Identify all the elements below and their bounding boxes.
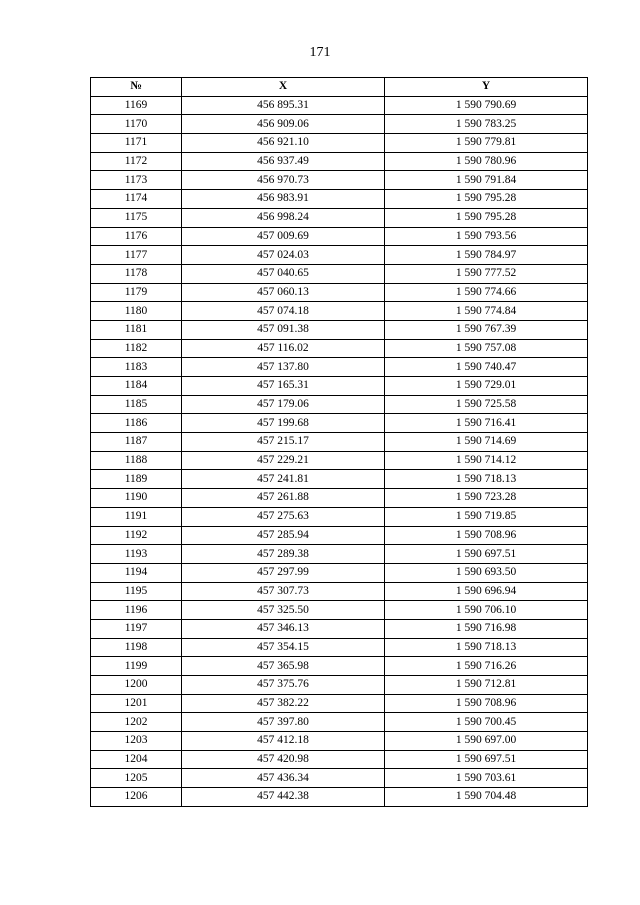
y-coordinate: 1 590 703.61 [385, 769, 588, 788]
row-number: 1206 [91, 788, 182, 807]
table-row [91, 582, 588, 601]
table-row [91, 563, 588, 582]
y-coordinate: 1 590 697.51 [385, 545, 588, 564]
x-coordinate: 457 436.34 [182, 769, 385, 788]
y-coordinate: 1 590 791.84 [385, 171, 588, 190]
x-coordinate: 457 325.50 [182, 601, 385, 620]
y-coordinate: 1 590 696.94 [385, 582, 588, 601]
table-row [91, 264, 588, 283]
x-coordinate: 457 285.94 [182, 526, 385, 545]
table-row [91, 115, 588, 134]
row-number: 1173 [91, 171, 182, 190]
table-row [91, 769, 588, 788]
x-coordinate: 457 137.80 [182, 358, 385, 377]
y-coordinate: 1 590 693.50 [385, 563, 588, 582]
x-coordinate: 456 895.31 [182, 96, 385, 115]
y-coordinate: 1 590 719.85 [385, 507, 588, 526]
x-coordinate: 457 297.99 [182, 563, 385, 582]
y-coordinate: 1 590 697.00 [385, 732, 588, 751]
x-coordinate: 457 040.65 [182, 264, 385, 283]
y-coordinate: 1 590 716.98 [385, 619, 588, 638]
table-row [91, 227, 588, 246]
table-row [91, 788, 588, 807]
row-number: 1169 [91, 96, 182, 115]
table-row [91, 246, 588, 265]
x-coordinate: 456 909.06 [182, 115, 385, 134]
row-number: 1199 [91, 657, 182, 676]
table-row [91, 545, 588, 564]
table-row [91, 377, 588, 396]
x-coordinate: 457 199.68 [182, 414, 385, 433]
row-number: 1190 [91, 489, 182, 508]
row-number: 1179 [91, 283, 182, 302]
page-number: 171 [309, 45, 331, 60]
row-number: 1171 [91, 134, 182, 153]
table-row [91, 732, 588, 751]
header-number: № [91, 78, 182, 97]
y-coordinate: 1 590 716.26 [385, 657, 588, 676]
y-coordinate: 1 590 706.10 [385, 601, 588, 620]
row-number: 1194 [91, 563, 182, 582]
row-number: 1183 [91, 358, 182, 377]
table-row [91, 358, 588, 377]
y-coordinate: 1 590 723.28 [385, 489, 588, 508]
y-coordinate: 1 590 793.56 [385, 227, 588, 246]
row-number: 1187 [91, 433, 182, 452]
y-coordinate: 1 590 779.81 [385, 134, 588, 153]
table-body [91, 96, 588, 806]
y-coordinate: 1 590 767.39 [385, 320, 588, 339]
table-row [91, 339, 588, 358]
table-row [91, 750, 588, 769]
y-coordinate: 1 590 774.66 [385, 283, 588, 302]
x-coordinate: 457 365.98 [182, 657, 385, 676]
x-coordinate: 457 074.18 [182, 302, 385, 321]
y-coordinate: 1 590 714.69 [385, 433, 588, 452]
y-coordinate: 1 590 740.47 [385, 358, 588, 377]
x-coordinate: 457 215.17 [182, 433, 385, 452]
table-header [91, 78, 588, 97]
x-coordinate: 457 442.38 [182, 788, 385, 807]
row-number: 1180 [91, 302, 182, 321]
row-number: 1185 [91, 395, 182, 414]
table-row [91, 451, 588, 470]
x-coordinate: 457 116.02 [182, 339, 385, 358]
x-coordinate: 457 165.31 [182, 377, 385, 396]
x-coordinate: 457 382.22 [182, 694, 385, 713]
row-number: 1174 [91, 190, 182, 209]
row-number: 1172 [91, 152, 182, 171]
y-coordinate: 1 590 697.51 [385, 750, 588, 769]
table-row [91, 638, 588, 657]
x-coordinate: 456 983.91 [182, 190, 385, 209]
row-number: 1191 [91, 507, 182, 526]
table-row [91, 283, 588, 302]
table-row [91, 713, 588, 732]
x-coordinate: 457 009.69 [182, 227, 385, 246]
row-number: 1181 [91, 320, 182, 339]
y-coordinate: 1 590 718.13 [385, 470, 588, 489]
y-coordinate: 1 590 784.97 [385, 246, 588, 265]
table-row [91, 433, 588, 452]
y-coordinate: 1 590 757.08 [385, 339, 588, 358]
y-coordinate: 1 590 795.28 [385, 190, 588, 209]
row-number: 1192 [91, 526, 182, 545]
table-row [91, 190, 588, 209]
table-row [91, 395, 588, 414]
row-number: 1182 [91, 339, 182, 358]
table-row [91, 694, 588, 713]
table-row [91, 526, 588, 545]
table-row [91, 619, 588, 638]
row-number: 1202 [91, 713, 182, 732]
x-coordinate: 457 289.38 [182, 545, 385, 564]
y-coordinate: 1 590 783.25 [385, 115, 588, 134]
table-row [91, 96, 588, 115]
x-coordinate: 457 354.15 [182, 638, 385, 657]
table-row [91, 134, 588, 153]
row-number: 1193 [91, 545, 182, 564]
table-row [91, 601, 588, 620]
header-row [91, 78, 588, 97]
row-number: 1201 [91, 694, 182, 713]
row-number: 1189 [91, 470, 182, 489]
y-coordinate: 1 590 774.84 [385, 302, 588, 321]
row-number: 1200 [91, 676, 182, 695]
x-coordinate: 457 397.80 [182, 713, 385, 732]
x-coordinate: 457 091.38 [182, 320, 385, 339]
x-coordinate: 456 998.24 [182, 208, 385, 227]
y-coordinate: 1 590 725.58 [385, 395, 588, 414]
y-coordinate: 1 590 704.48 [385, 788, 588, 807]
table-row [91, 507, 588, 526]
y-coordinate: 1 590 780.96 [385, 152, 588, 171]
y-coordinate: 1 590 716.41 [385, 414, 588, 433]
table-row [91, 414, 588, 433]
row-number: 1188 [91, 451, 182, 470]
x-coordinate: 457 375.76 [182, 676, 385, 695]
row-number: 1176 [91, 227, 182, 246]
table-row [91, 657, 588, 676]
y-coordinate: 1 590 790.69 [385, 96, 588, 115]
row-number: 1197 [91, 619, 182, 638]
y-coordinate: 1 590 712.81 [385, 676, 588, 695]
x-coordinate: 457 346.13 [182, 619, 385, 638]
x-coordinate: 457 261.88 [182, 489, 385, 508]
row-number: 1175 [91, 208, 182, 227]
table-row [91, 302, 588, 321]
y-coordinate: 1 590 777.52 [385, 264, 588, 283]
table-row [91, 171, 588, 190]
x-coordinate: 456 937.49 [182, 152, 385, 171]
x-coordinate: 457 179.06 [182, 395, 385, 414]
table-row [91, 152, 588, 171]
x-coordinate: 456 970.73 [182, 171, 385, 190]
y-coordinate: 1 590 718.13 [385, 638, 588, 657]
coordinates-table [90, 77, 588, 807]
table-row [91, 320, 588, 339]
y-coordinate: 1 590 708.96 [385, 526, 588, 545]
row-number: 1203 [91, 732, 182, 751]
header-x: X [182, 78, 385, 97]
row-number: 1178 [91, 264, 182, 283]
row-number: 1186 [91, 414, 182, 433]
table-row [91, 676, 588, 695]
y-coordinate: 1 590 714.12 [385, 451, 588, 470]
row-number: 1195 [91, 582, 182, 601]
row-number: 1184 [91, 377, 182, 396]
y-coordinate: 1 590 708.96 [385, 694, 588, 713]
row-number: 1205 [91, 769, 182, 788]
x-coordinate: 457 241.81 [182, 470, 385, 489]
table-row [91, 489, 588, 508]
x-coordinate: 457 420.98 [182, 750, 385, 769]
x-coordinate: 457 060.13 [182, 283, 385, 302]
y-coordinate: 1 590 729.01 [385, 377, 588, 396]
row-number: 1177 [91, 246, 182, 265]
row-number: 1198 [91, 638, 182, 657]
x-coordinate: 457 412.18 [182, 732, 385, 751]
table-row [91, 208, 588, 227]
x-coordinate: 456 921.10 [182, 134, 385, 153]
row-number: 1196 [91, 601, 182, 620]
y-coordinate: 1 590 700.45 [385, 713, 588, 732]
header-y: Y [385, 78, 588, 97]
x-coordinate: 457 307.73 [182, 582, 385, 601]
x-coordinate: 457 229.21 [182, 451, 385, 470]
row-number: 1170 [91, 115, 182, 134]
table-row [91, 470, 588, 489]
row-number: 1204 [91, 750, 182, 769]
y-coordinate: 1 590 795.28 [385, 208, 588, 227]
x-coordinate: 457 275.63 [182, 507, 385, 526]
x-coordinate: 457 024.03 [182, 246, 385, 265]
